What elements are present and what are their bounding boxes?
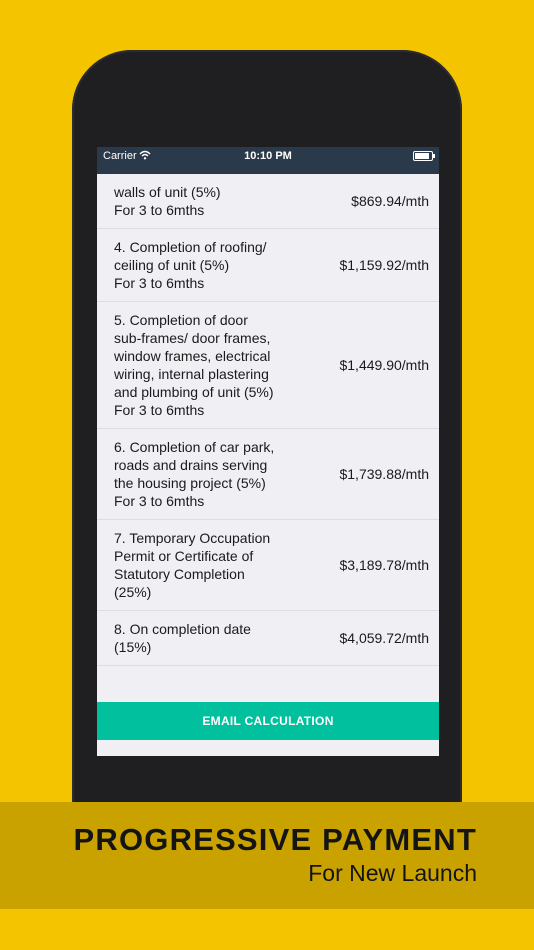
payment-stage: 6. Completion of car park, roads and drains serving the housing project (5%) For 3 to 6mths [114,439,275,509]
list-item [97,174,439,229]
caption-subtitle: For New Launch [308,860,477,886]
list-item [97,611,439,666]
payment-amount: $1,159.92/mth [339,257,429,273]
payment-stage: 7. Temporary Occupation Permit or Certificate of Statutory Completion (25%) [114,530,271,600]
payment-stage: 4. Completion of roofing/ ceiling of unit (5%) For 3 to 6mths [114,239,267,291]
list-item [97,302,439,429]
status-time: 10:10 PM [244,150,292,162]
caption-title: PROGRESSIVE PAYMENT [73,822,477,857]
email-calculation-button[interactable]: EMAIL CALCULATION [97,702,439,740]
payment-stage: walls of unit (5%) For 3 to 6mths [114,184,221,218]
payment-list [97,174,439,666]
payment-amount: $1,739.88/mth [339,466,429,482]
status-bar [97,147,439,165]
list-item [97,520,439,611]
payment-amount: $4,059.72/mth [339,630,429,646]
list-item [97,429,439,520]
payment-stage: 5. Completion of door sub-frames/ door frames, window frames, electrical wiring, internal plastering and plumbing of unit (5%) For 3 to 6mths [114,312,274,418]
payment-stage: 8. On completion date (15%) [114,621,251,655]
app-screen [97,147,439,756]
payment-amount: $869.94/mth [351,193,429,209]
payment-amount: $1,449.90/mth [339,357,429,373]
caption-band [0,802,534,909]
payment-amount: $3,189.78/mth [339,557,429,573]
battery-icon [413,151,433,161]
list-item [97,229,439,302]
carrier-label: Carrier [103,150,137,162]
